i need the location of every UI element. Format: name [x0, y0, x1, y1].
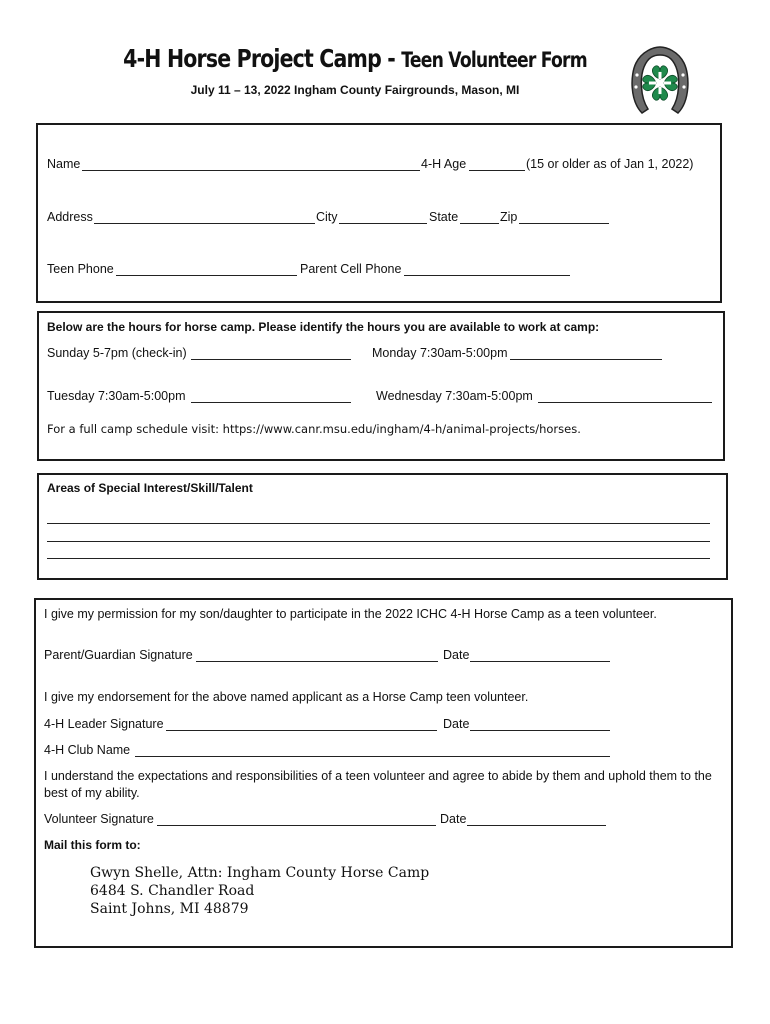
name-label: Name [47, 157, 81, 171]
form-subtitle: July 11 – 13, 2022 Ingham County Fairgrounds, Mason, MI [190, 83, 520, 97]
city-label: City [316, 210, 338, 224]
zip-label: Zip [500, 210, 518, 224]
zip-field[interactable] [519, 223, 609, 224]
volunteer-signature-field[interactable] [157, 825, 436, 826]
interests-line-1[interactable] [47, 523, 710, 524]
horseshoe-clover-icon [628, 45, 692, 117]
leader-signature-field[interactable] [166, 730, 437, 731]
permission-text: I give my permission for my son/daughter to participate in the 2022 ICHC 4-H Horse Camp as a teen volunteer. [44, 607, 657, 621]
state-field[interactable] [460, 223, 499, 224]
age-field[interactable] [469, 170, 525, 171]
schedule-note: For a full camp schedule visit: https://www.canr.msu.edu/ingham/4-h/animal-projects/horses. [47, 422, 581, 436]
tuesday-label: Tuesday 7:30am-5:00pm [47, 389, 186, 403]
parent-signature-label: Parent/Guardian Signature [44, 648, 193, 662]
teen-phone-label: Teen Phone [47, 262, 114, 276]
hours-heading: Below are the hours for horse camp. Please identify the hours you are available to work at camp: [47, 320, 600, 334]
volunteer-date-field[interactable] [467, 825, 606, 826]
leader-date-field[interactable] [470, 730, 610, 731]
interests-line-2[interactable] [47, 541, 710, 542]
mail-label: Mail this form to: [44, 838, 141, 852]
mail-address-line3: Saint Johns, MI 48879 [90, 901, 249, 917]
address-label: Address [47, 210, 93, 224]
sunday-label: Sunday 5-7pm (check-in) [47, 346, 187, 360]
mail-address-line2: 6484 S. Chandler Road [90, 883, 255, 899]
title-rest: Teen Volunteer Form [401, 48, 587, 72]
sunday-field[interactable] [191, 359, 351, 360]
monday-field[interactable] [510, 359, 662, 360]
parent-phone-label: Parent Cell Phone [300, 262, 402, 276]
age-label: 4-H Age [421, 157, 467, 171]
club-name-label: 4-H Club Name [44, 743, 131, 757]
city-field[interactable] [339, 223, 427, 224]
understand-text-line2: best of my ability. [44, 786, 140, 800]
endorsement-text: I give my endorsement for the above named applicant as a Horse Camp teen volunteer. [44, 690, 529, 704]
leader-date-label: Date [443, 717, 470, 731]
interests-line-3[interactable] [47, 558, 710, 559]
parent-date-field[interactable] [470, 661, 610, 662]
interests-heading: Areas of Special Interest/Skill/Talent [47, 481, 253, 495]
parent-phone-field[interactable] [404, 275, 570, 276]
monday-label: Monday 7:30am-5:00pm [372, 346, 508, 360]
personal-info-section [36, 123, 722, 303]
understand-text-line1: I understand the expectations and responsibilities of a teen volunteer and agree to abide by them and uphold them to the [44, 769, 712, 783]
address-field[interactable] [94, 223, 315, 224]
tuesday-field[interactable] [191, 402, 351, 403]
volunteer-signature-label: Volunteer Signature [44, 812, 154, 826]
name-field[interactable] [82, 170, 420, 171]
age-note: (15 or older as of Jan 1, 2022) [526, 157, 694, 171]
wednesday-label: Wednesday 7:30am-5:00pm [376, 389, 533, 403]
title-main: 4-H Horse Project Camp - [123, 44, 395, 73]
volunteer-date-label: Date [440, 812, 467, 826]
mail-address-line1: Gwyn Shelle, Attn: Ingham County Horse Camp [90, 865, 430, 881]
parent-date-label: Date [443, 648, 470, 662]
form-title [64, 44, 646, 73]
teen-phone-field[interactable] [116, 275, 297, 276]
state-label: State [429, 210, 459, 224]
club-name-field[interactable] [135, 756, 610, 757]
leader-signature-label: 4-H Leader Signature [44, 717, 164, 731]
parent-signature-field[interactable] [196, 661, 438, 662]
wednesday-field[interactable] [538, 402, 712, 403]
